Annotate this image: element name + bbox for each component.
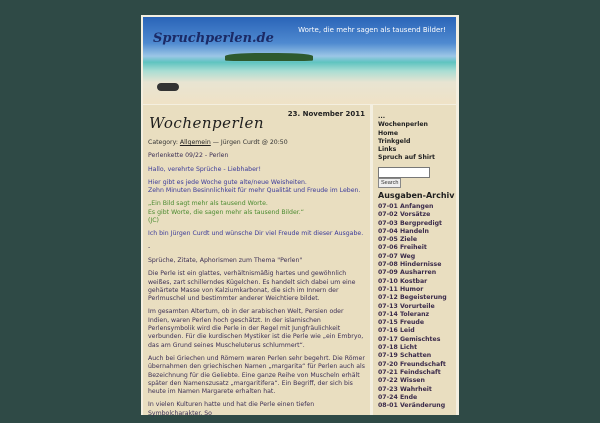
- island-image: [225, 53, 313, 61]
- meta-label: Category:: [148, 139, 178, 146]
- archive-link[interactable]: 07-23 Wahrheit: [378, 385, 432, 393]
- badge-icon: [157, 83, 179, 91]
- paragraph: -: [148, 243, 151, 251]
- archive-link[interactable]: 07-02 Vorsätze: [378, 211, 431, 219]
- archive-list: [378, 203, 447, 410]
- paragraph: Ich bin Jürgen Curdt und wünsche Dir viel Freude mit dieser Ausgabe.: [148, 230, 364, 238]
- archive-link[interactable]: 07-13 Vorurteile: [378, 302, 435, 310]
- archive-link[interactable]: 07-05 Ziele: [378, 236, 418, 244]
- category-link[interactable]: Allgemein: [179, 139, 211, 146]
- header-banner: [143, 17, 456, 104]
- archive-link[interactable]: 07-14 Toleranz: [378, 310, 430, 318]
- site-logo[interactable]: Spruchperlen.de: [153, 31, 274, 46]
- paragraph: In vielen Kulturen hatte und hat die Perle einen tiefen Symbolcharakter. So: [148, 401, 315, 417]
- nav-item[interactable]: Trinkgeld: [378, 137, 411, 145]
- archive-link[interactable]: 07-06 Freiheit: [378, 244, 427, 252]
- archive-link[interactable]: 07-11 Humor: [378, 285, 424, 293]
- post-title[interactable]: Wochenperlen: [149, 114, 265, 132]
- archive-link[interactable]: 07-19 Schatten: [378, 352, 432, 360]
- paragraph: Hier gibt es jede Woche gute alte/neue Weisheiten. Zehn Minuten Besinnlichkeit für mehr Qualität und Freude im Leben.: [148, 178, 361, 195]
- archive-link[interactable]: 07-12 Begeisterung: [378, 294, 447, 302]
- archive-link[interactable]: 07-07 Weg: [378, 252, 416, 260]
- search-input[interactable]: [378, 167, 430, 178]
- paragraph: Die Perle ist ein glattes, verhältnismäßig hartes und gewöhnlich weißes, zart schillerndes Kügelchen. Es handelt sich dabei um eine gehärtete Masse von Kalziumkarbonat, die sich im Innern der Perlmuschel und bestimmter anderer Weichtiere bildet.: [148, 270, 356, 303]
- archive-link[interactable]: 07-01 Anfangen: [378, 203, 434, 210]
- nav-item[interactable]: Spruch auf Shirt: [378, 154, 435, 162]
- meta-author: — Jürgen Curdt @ 20:50: [212, 139, 288, 146]
- search-button[interactable]: Search: [378, 178, 401, 188]
- quote: „Ein Bild sagt mehr als tausend Worte. Es gibt Worte, die sagen mehr als tausend Bilder.“ (JC): [148, 200, 304, 225]
- archive-link[interactable]: 07-08 Hindernisse: [378, 261, 442, 269]
- archive-link[interactable]: 07-09 Ausharren: [378, 269, 437, 277]
- archive-link[interactable]: 07-10 Kostbar: [378, 277, 428, 285]
- sidebar-nav: [378, 113, 435, 163]
- tagline: Worte, die mehr sagen als tausend Bilder!: [298, 26, 446, 34]
- main-content: [143, 105, 370, 415]
- page-container: [141, 15, 459, 415]
- nav-item[interactable]: Wochenperlen: [378, 121, 428, 129]
- paragraph: Im gesamten Altertum, ob in der arabischen Welt, Persien oder Indien, waren Perlen hoch geschätzt. In der islamischen Perlensymbolik wird die Perle in der Regel mit Jungfräulichkeit verbunden. Für die kurdischen Mystiker ist die Perle wie „ein Embryo, das am Grund seines Muscheluterus schlummert“.: [148, 308, 364, 349]
- archive-link[interactable]: 07-03 Bergpredigt: [378, 219, 442, 227]
- post-meta: [148, 139, 366, 147]
- archive-link[interactable]: 07-16 Leid: [378, 327, 415, 335]
- paragraph: Hallo, verehrte Sprüche - Liebhaber!: [148, 165, 261, 173]
- archive-heading: Ausgaben-Archiv: [378, 191, 455, 200]
- archive-link[interactable]: 07-21 Feindschaft: [378, 368, 441, 376]
- sidebar: [373, 105, 456, 415]
- paragraph: Perlenkette 09/22 - Perlen: [148, 152, 229, 160]
- archive-link[interactable]: 07-20 Freundschaft: [378, 360, 446, 368]
- archive-link[interactable]: 07-18 Licht: [378, 344, 418, 352]
- archive-link[interactable]: 07-04 Handeln: [378, 227, 429, 235]
- nav-item[interactable]: Home: [378, 129, 399, 137]
- paragraph: Sprüche, Zitate, Aphorismen zum Thema "Perlen": [148, 256, 303, 264]
- archive-link[interactable]: 07-24 Ende: [378, 393, 418, 401]
- paragraph: Auch bei Griechen und Römern waren Perlen sehr begehrt. Die Römer übernahmen den griechischen Namen „margarita“ für Perlen auch als Bezeichnung für die Geliebte. Eine ganze Reihe von Muscheln erhält später den Namenszusatz „margaritifera“. Ein Begriff, der sich bis heute im Namen Margarete erhalten hat.: [148, 354, 365, 396]
- nav-item: ...: [378, 113, 386, 120]
- archive-link[interactable]: 07-17 Gemischtes: [378, 335, 441, 343]
- archive-link[interactable]: 07-22 Wissen: [378, 377, 425, 385]
- archive-link[interactable]: 08-01 Veränderung: [378, 402, 446, 410]
- post-date: 23. November 2011: [287, 110, 365, 118]
- post-body: [148, 139, 366, 423]
- nav-item[interactable]: Links: [378, 146, 397, 154]
- archive-link[interactable]: 07-15 Freude: [378, 319, 425, 327]
